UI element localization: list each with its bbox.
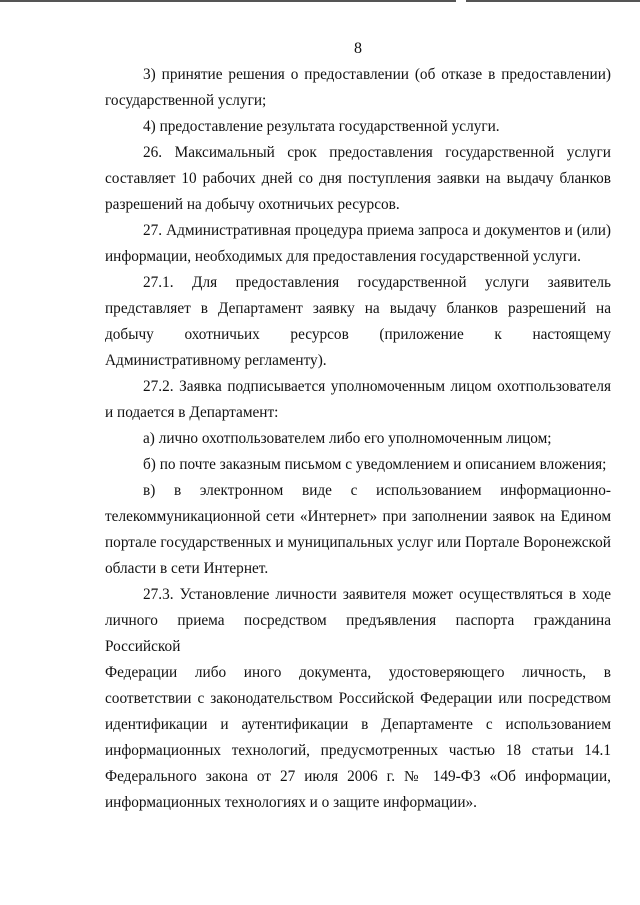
list-item-in-person [105, 426, 611, 452]
text-line: 26. Максимальный срок предоставления государственной услуги [143, 144, 611, 161]
page-number: 8 [354, 40, 362, 57]
paragraph-27-3-identity [105, 582, 611, 816]
text-line: добычу охотничьих ресурсов (приложение к настоящему [105, 326, 611, 343]
paragraph-27-1-application [105, 270, 611, 374]
text-line: идентификации и аутентификации в Департаменте с использованием [105, 716, 611, 733]
text-line: области в сети Интернет. [105, 560, 269, 577]
list-item-electronic [105, 478, 611, 582]
text-line: 27.2. Заявка подписывается уполномоченным лицом охотпользователя [143, 378, 611, 395]
text-line: 4) предоставление результата государственной услуги. [143, 118, 500, 135]
text-line: портале государственных и муниципальных услуг или Портале Воронежской [105, 534, 611, 551]
top-border-gap [456, 0, 466, 2]
text-line: информационных технологий, предусмотренных частью 18 статьи 14.1 [105, 742, 611, 759]
list-item-by-mail [105, 452, 611, 478]
text-line: и подается в Департамент: [105, 404, 279, 421]
paragraph-26-max-term [105, 140, 611, 218]
text-line: в) в электронном виде с использованием информационно- [143, 482, 611, 499]
text-line: б) по почте заказным письмом с уведомлением и описанием вложения; [143, 456, 607, 473]
top-border-rule [0, 0, 640, 2]
text-line: государственной услуги; [105, 92, 267, 109]
paragraph-result-stage [105, 114, 611, 140]
text-line: разрешений на добычу охотничьих ресурсов. [105, 196, 400, 213]
text-line: а) лично охотпользователем либо его уполномоченным лицом; [143, 430, 552, 447]
text-line: Административному регламенту). [105, 352, 327, 369]
text-line: личного приема посредством предъявления паспорта гражданина Российской [105, 612, 611, 655]
text-line: 27. Административная процедура приема запроса и документов и (или) [143, 222, 611, 239]
text-line: телекоммуникационной сети «Интернет» при заполнении заявок на Едином [105, 508, 611, 525]
text-line: 27.1. Для предоставления государственной услуги заявитель [143, 274, 611, 291]
text-line: 27.3. Установление личности заявителя может осуществляться в ходе [143, 586, 611, 603]
text-line: Федерального закона от 27 июля 2006 г. № 149-ФЗ «Об информации, [105, 768, 611, 785]
document-body [105, 62, 611, 816]
paragraph-decision-stage [105, 62, 611, 114]
text-line: составляет 10 рабочих дней со дня поступления заявки на выдачу бланков [105, 170, 611, 187]
text-line: Федерации либо иного документа, удостоверяющего личность, в [105, 664, 611, 681]
text-line: соответствии с законодательством Российской Федерации или посредством [105, 690, 611, 707]
paragraph-27-procedure [105, 218, 611, 270]
text-line: информации, необходимых для предоставления государственной услуги. [105, 248, 581, 265]
text-line: представляет в Департамент заявку на выдачу бланков разрешений на [105, 300, 611, 317]
paragraph-27-2-submission [105, 374, 611, 426]
text-line: 3) принятие решения о предоставлении (об отказе в предоставлении) [143, 66, 611, 83]
text-line: информационных технологиях и о защите информации». [105, 794, 477, 811]
